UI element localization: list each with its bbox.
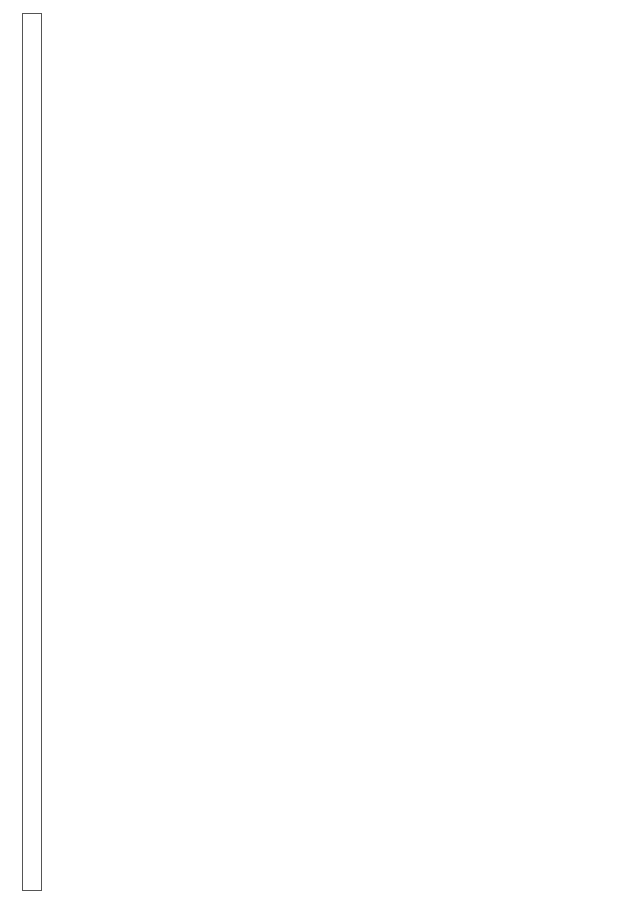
section-row	[22, 14, 41, 891]
data-table	[22, 13, 42, 891]
section-title	[22, 14, 41, 891]
